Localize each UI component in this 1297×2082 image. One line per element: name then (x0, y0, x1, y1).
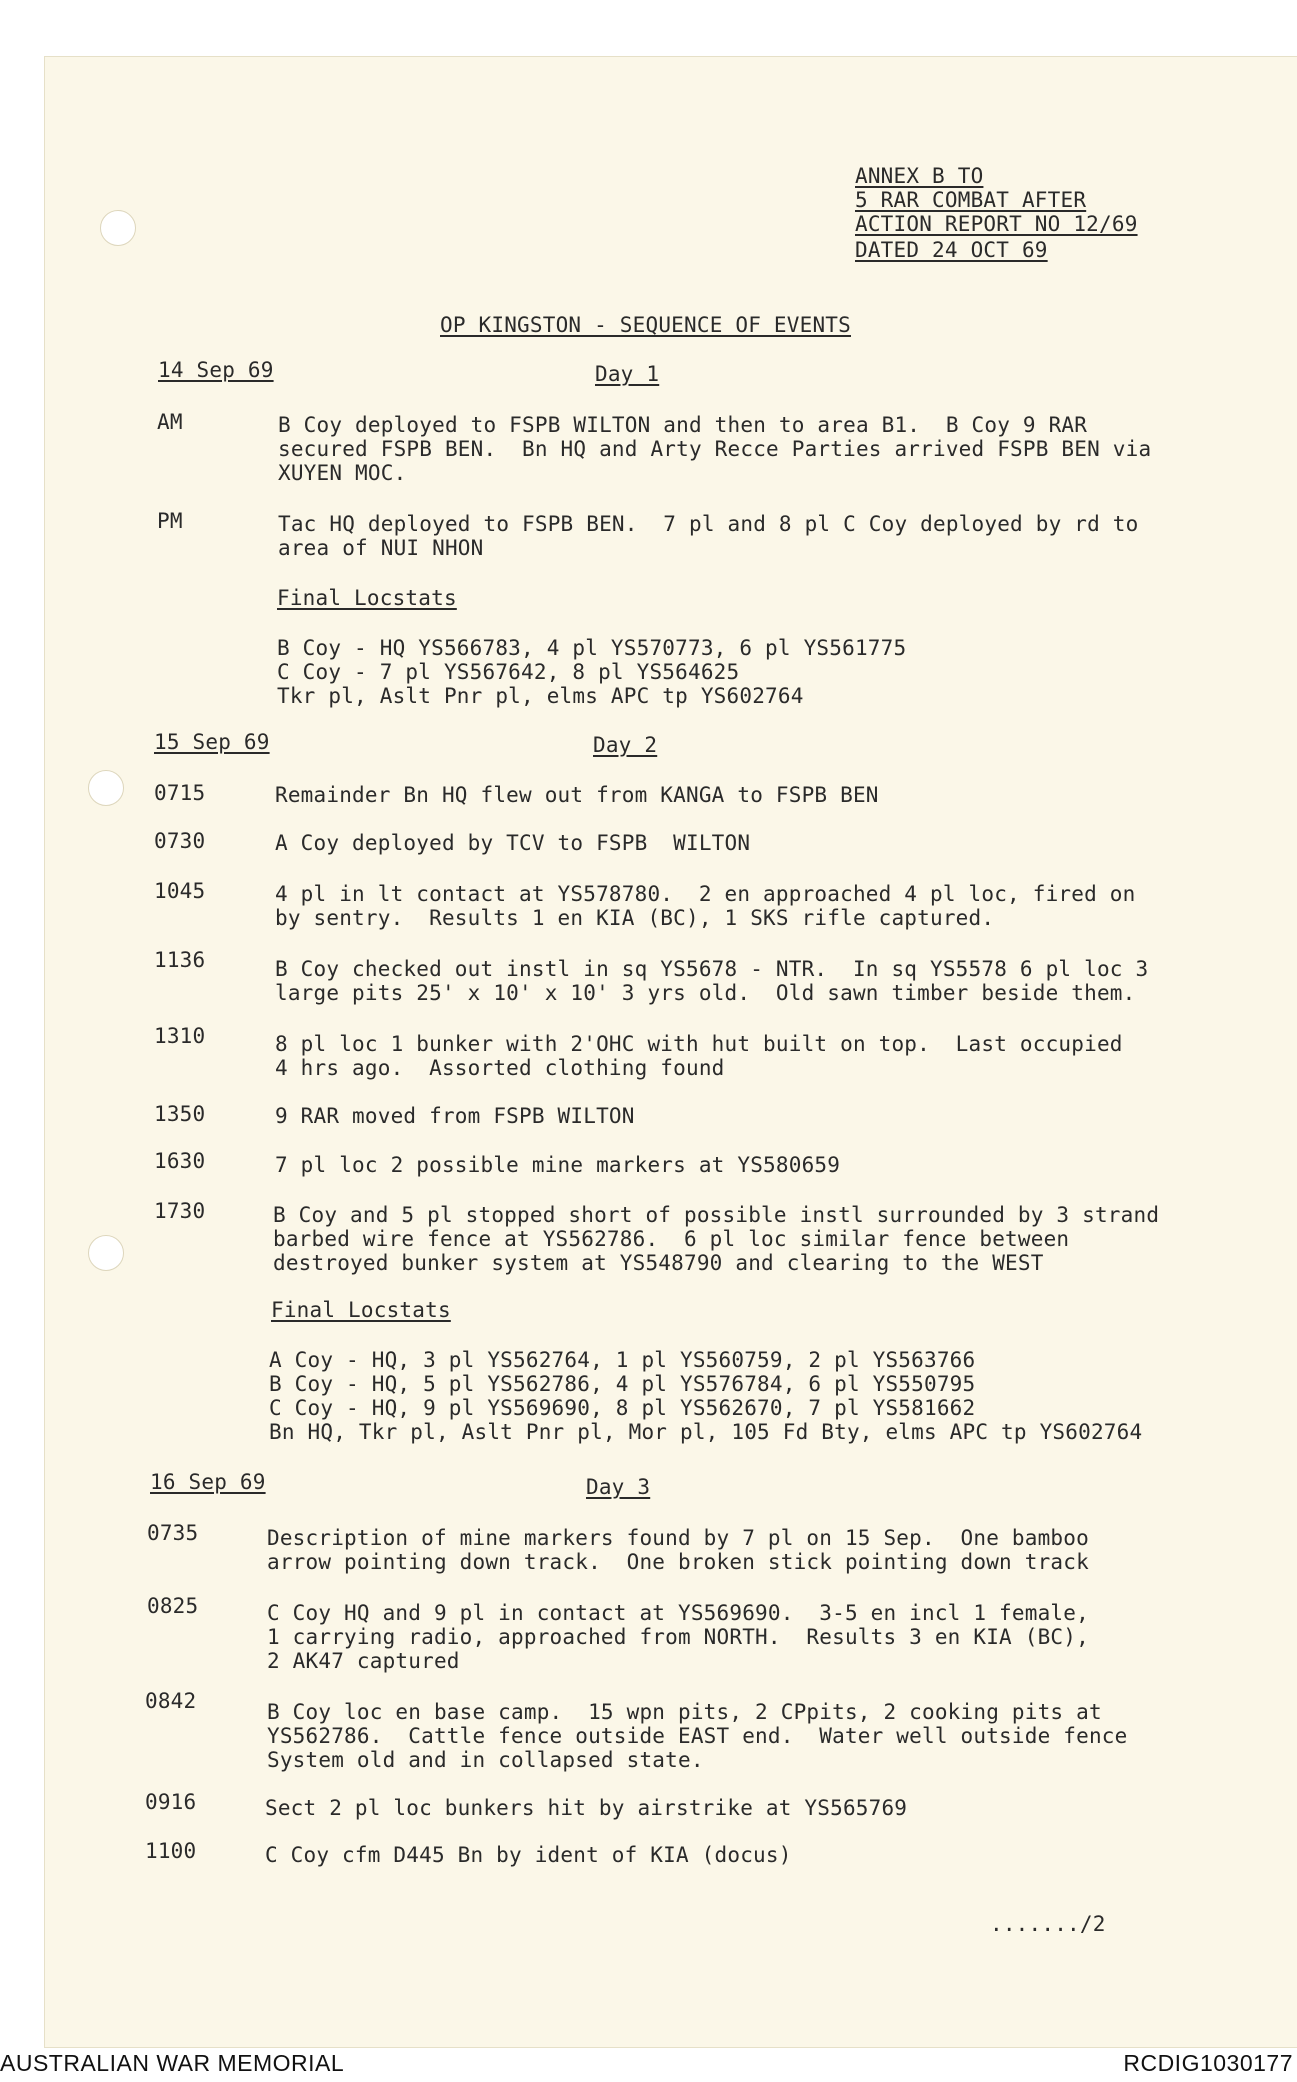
entry-text: 4 pl in lt contact at YS578780. 2 en approached 4 pl loc, fired on (275, 882, 1136, 906)
entry-text: B Coy checked out instl in sq YS5678 - NTR. In sq YS5578 6 pl loc 3 (275, 957, 1149, 981)
entry-text: 2 AK47 captured (267, 1649, 460, 1673)
entry-time: 0715 (154, 781, 206, 805)
entry-time: 0735 (147, 1521, 199, 1545)
entry-text: C Coy HQ and 9 pl in contact at YS569690. 3-5 en incl 1 female, (267, 1601, 1089, 1625)
punch-hole (100, 210, 136, 246)
locstats-heading: Final Locstats (277, 586, 457, 610)
entry-text: 1 carrying radio, approached from NORTH. Results 3 en KIA (BC), (267, 1625, 1089, 1649)
entry-text: YS562786. Cattle fence outside EAST end. Water well outside fence (267, 1724, 1128, 1748)
annex-line-1: ANNEX B TO (855, 164, 984, 188)
annex-line-3: ACTION REPORT NO 12/69 (855, 212, 1138, 236)
entry-text: large pits 25' x 10' x 10' 3 yrs old. Old sawn timber beside them. (275, 981, 1136, 1005)
entry-text: B Coy loc en base camp. 15 wpn pits, 2 CPpits, 2 cooking pits at (267, 1700, 1102, 1724)
day-date: 14 Sep 69 (158, 358, 274, 382)
entry-text: Sect 2 pl loc bunkers hit by airstrike at YS565769 (265, 1796, 908, 1820)
locstat-line: B Coy - HQ YS566783, 4 pl YS570773, 6 pl YS561775 (277, 636, 907, 660)
footer-source: AUSTRALIAN WAR MEMORIAL (0, 2050, 345, 2076)
entry-time: 1045 (154, 879, 206, 903)
entry-time: 1136 (154, 948, 206, 972)
entry-time: 1310 (154, 1024, 206, 1048)
entry-text: B Coy deployed to FSPB WILTON and then to area B1. B Coy 9 RAR (278, 413, 1088, 437)
punch-hole (88, 1235, 124, 1271)
entry-time: 0842 (145, 1689, 197, 1713)
entry-text: B Coy and 5 pl stopped short of possible instl surrounded by 3 strand (273, 1203, 1160, 1227)
entry-time: 1350 (154, 1102, 206, 1126)
annex-line-4: DATED 24 OCT 69 (855, 238, 1048, 262)
entry-time: AM (157, 410, 183, 434)
entry-text: destroyed bunker system at YS548790 and clearing to the WEST (273, 1251, 1044, 1275)
entry-text: by sentry. Results 1 en KIA (BC), 1 SKS rifle captured. (275, 906, 995, 930)
entry-time: 0825 (147, 1594, 199, 1618)
entry-text: secured FSPB BEN. Bn HQ and Arty Recce Parties arrived FSPB BEN via (278, 437, 1152, 461)
entry-time: PM (157, 509, 183, 533)
footer-id: RCDIG1030177 (1123, 2050, 1293, 2076)
entry-time: 0916 (145, 1790, 197, 1814)
entry-text: C Coy cfm D445 Bn by ident of KIA (docus) (265, 1843, 792, 1867)
entry-time: 0730 (154, 829, 206, 853)
entry-text: arrow pointing down track. One broken stick pointing down track (267, 1550, 1089, 1574)
entry-text: System old and in collapsed state. (267, 1748, 704, 1772)
entry-text: 4 hrs ago. Assorted clothing found (275, 1056, 725, 1080)
entry-text: area of NUI NHON (278, 536, 484, 560)
day-date: 16 Sep 69 (150, 1470, 266, 1494)
locstat-line: C Coy - 7 pl YS567642, 8 pl YS564625 (277, 660, 740, 684)
entry-time: 1630 (154, 1149, 206, 1173)
locstat-line: Bn HQ, Tkr pl, Aslt Pnr pl, Mor pl, 105 Fd Bty, elms APC tp YS602764 (269, 1420, 1143, 1444)
locstat-line: A Coy - HQ, 3 pl YS562764, 1 pl YS560759, 2 pl YS563766 (269, 1348, 976, 1372)
entry-text: Remainder Bn HQ flew out from KANGA to FSPB BEN (275, 783, 879, 807)
day-label: Day 2 (593, 733, 658, 757)
entry-time: 1730 (154, 1199, 206, 1223)
entry-text: Tac HQ deployed to FSPB BEN. 7 pl and 8 pl C Coy deployed by rd to (278, 512, 1139, 536)
punch-hole (88, 770, 124, 806)
entry-text: A Coy deployed by TCV to FSPB WILTON (275, 831, 751, 855)
entry-time: 1100 (145, 1839, 197, 1863)
day-date: 15 Sep 69 (154, 730, 270, 754)
day-label: Day 3 (586, 1475, 651, 1499)
entry-text: XUYEN MOC. (278, 461, 407, 485)
page-continuation: ......./2 (990, 1912, 1106, 1936)
entry-text: 8 pl loc 1 bunker with 2'OHC with hut built on top. Last occupied (275, 1032, 1123, 1056)
entry-text: barbed wire fence at YS562786. 6 pl loc similar fence between (273, 1227, 1070, 1251)
entry-text: 9 RAR moved from FSPB WILTON (275, 1104, 635, 1128)
annex-line-2: 5 RAR COMBAT AFTER (855, 188, 1087, 212)
entry-text: 7 pl loc 2 possible mine markers at YS580659 (275, 1153, 841, 1177)
day-label: Day 1 (595, 362, 660, 386)
locstat-line: Tkr pl, Aslt Pnr pl, elms APC tp YS602764 (277, 684, 804, 708)
entry-text: Description of mine markers found by 7 pl on 15 Sep. One bamboo (267, 1526, 1089, 1550)
locstat-line: B Coy - HQ, 5 pl YS562786, 4 pl YS576784, 6 pl YS550795 (269, 1372, 976, 1396)
locstat-line: C Coy - HQ, 9 pl YS569690, 8 pl YS562670, 7 pl YS581662 (269, 1396, 976, 1420)
locstats-heading: Final Locstats (271, 1298, 451, 1322)
document-title: OP KINGSTON - SEQUENCE OF EVENTS (440, 313, 851, 337)
